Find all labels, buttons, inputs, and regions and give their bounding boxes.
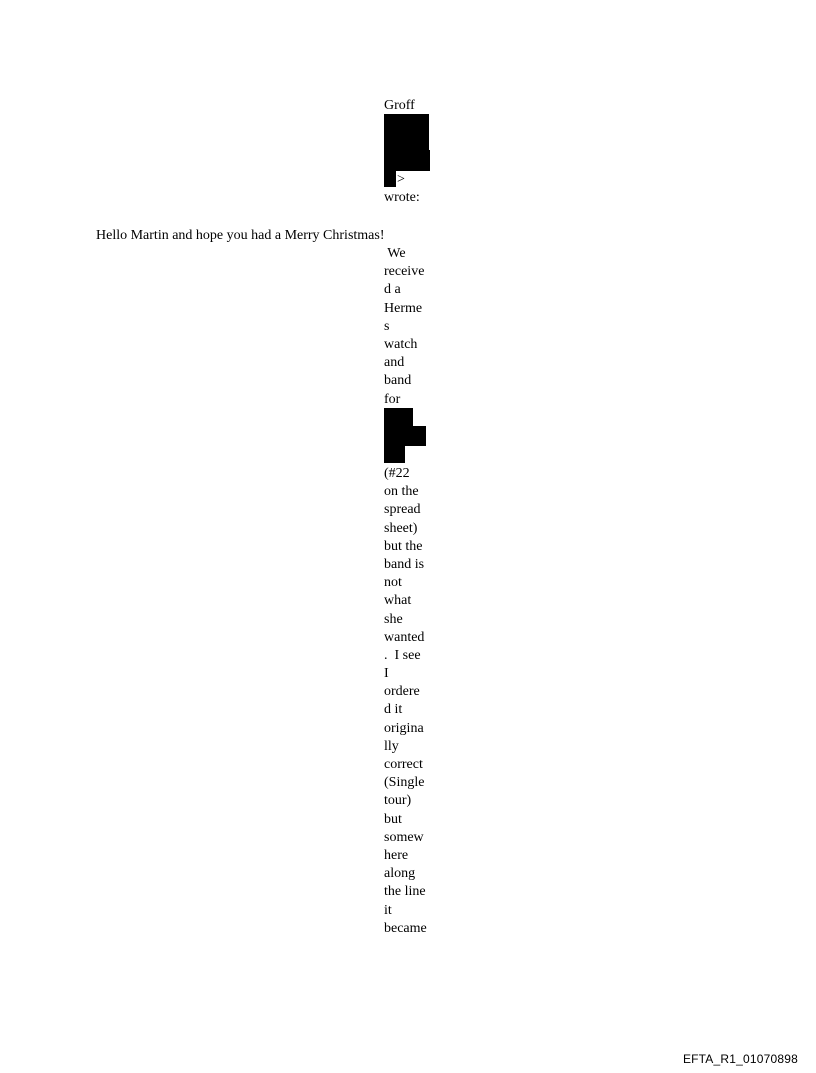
redaction-box-4 [384, 408, 413, 426]
document-id: EFTA_R1_01070898 [682, 1052, 798, 1066]
body-line: along [384, 866, 416, 882]
sender-name: Groff [384, 98, 415, 113]
body-line: s [384, 318, 390, 334]
wrote-wrap [384, 189, 436, 207]
sender-block [384, 97, 436, 115]
body-line: for [384, 391, 401, 407]
body-line: the line [384, 884, 426, 900]
body-line: not [384, 575, 402, 591]
body-line: correct [384, 757, 423, 772]
body-line: (Single [384, 775, 425, 791]
body-line: I [384, 666, 389, 682]
redaction-box-3 [384, 171, 396, 187]
body-column-a [384, 245, 436, 409]
gt-symbol-wrap [397, 171, 449, 189]
body-line: (#22 [384, 466, 410, 481]
body-line: she [384, 611, 403, 627]
body-line: it [384, 902, 392, 918]
body-line: receive [384, 264, 425, 280]
body-line: . I see [384, 647, 421, 663]
gt-symbol: > [397, 172, 405, 187]
body-line: d it [384, 702, 403, 718]
redaction-box-6 [384, 446, 405, 463]
greeting-line: Hello Martin and hope you had a Merry Christmas! [96, 228, 385, 243]
body-line: but the [384, 538, 423, 554]
body-line: on the [384, 484, 419, 500]
body-line: sheet) [384, 520, 418, 536]
body-line: d a [384, 282, 401, 298]
body-line: band [384, 373, 412, 389]
body-line: lly [384, 738, 399, 754]
body-line: watch [384, 336, 418, 352]
body-line: ordere [384, 684, 420, 700]
body-line: band is [384, 556, 425, 572]
redaction-box-5 [384, 426, 426, 446]
redaction-box-2 [384, 150, 430, 171]
redaction-box-1 [384, 114, 429, 150]
body-line: what [384, 593, 412, 609]
wrote-label: wrote: [384, 190, 420, 205]
body-line: somew [384, 829, 424, 845]
body-line: became [384, 920, 427, 936]
body-line: We [384, 246, 406, 261]
body-line: origina [384, 720, 424, 736]
body-line: wanted [384, 629, 425, 645]
body-column-b [384, 465, 436, 938]
body-line: here [384, 847, 409, 863]
body-line: spread [384, 502, 421, 518]
body-line: Herme [384, 300, 423, 316]
body-line: tour) [384, 793, 412, 809]
body-line: but [384, 811, 402, 827]
body-line: and [384, 355, 405, 371]
